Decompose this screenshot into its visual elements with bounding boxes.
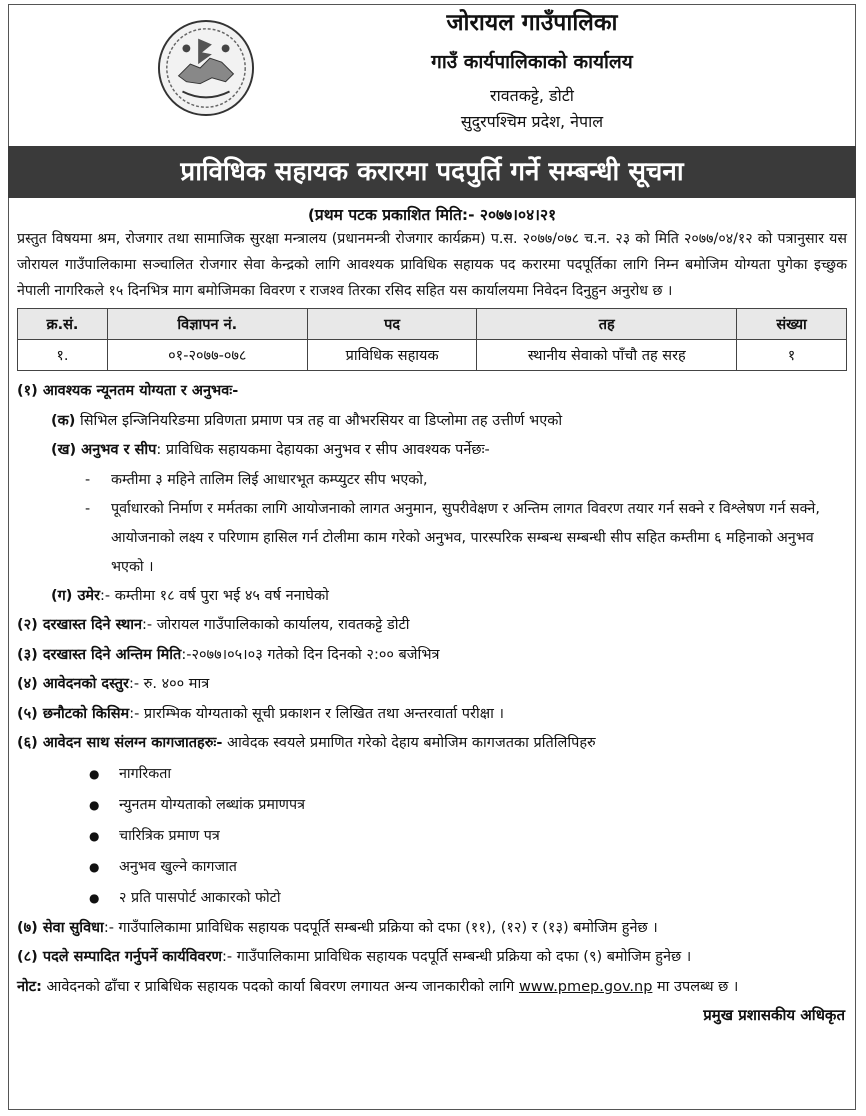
column-header: तह — [477, 309, 737, 340]
section-1-ka — [9, 407, 855, 437]
dash-marker: - — [85, 500, 91, 517]
bullet-marker: ● — [89, 828, 100, 843]
section-text: :-२०७७।०५।०३ गतेको दिन दिनको २:०० बजेभित्र — [181, 646, 440, 663]
signatory-title: प्रमुख प्रशासकीय अधिकृत — [703, 1005, 845, 1024]
section-text: :- जोरायल गाउँपालिकाको कार्यालय, रावतकट्टे डोटी — [142, 617, 410, 633]
list-item-text: कम्तीमा ३ महिने तालिम लिई आधारभूत कम्प्युटर सीप भएको, — [111, 471, 428, 488]
section-label: (ग) उमेर — [51, 587, 101, 604]
note-text: आवेदनको ढाँचा र प्राबिधिक सहायक पदको कार्या बिवरण लगायत अन्य जानकारीको लागि — [41, 978, 519, 995]
bullet-marker: ● — [89, 797, 100, 812]
dash-marker: - — [85, 471, 91, 488]
table-cell: ०१-२०७७-०७८ — [107, 340, 307, 371]
section-4 — [9, 670, 855, 700]
section-text: :- गाउँपालिकामा प्राविधिक सहायक पदपूर्ति सम्बन्धी प्रक्रिया को दफा (११), (१२) र (१३) बमोजिम हुनेछ । — [103, 919, 658, 936]
vacancy-table — [17, 308, 847, 371]
website-link[interactable]: www.pmep.gov.np — [518, 978, 653, 995]
list-item — [9, 821, 855, 852]
bullet-marker: ● — [89, 859, 100, 874]
section-label: (३) दरखास्त दिने अन्तिम मिति — [17, 646, 182, 663]
column-header: पद — [307, 309, 477, 340]
list-item — [9, 790, 855, 821]
letterhead — [9, 5, 855, 146]
section-5 — [9, 700, 855, 730]
section-label: (ख) अनुभव र सीप — [51, 442, 157, 458]
bullet-marker: ● — [89, 890, 100, 905]
section-text: :- प्रारम्भिक योग्यताको सूची प्रकाशन र लिखित तथा अन्तरवार्ता परीक्षा । — [129, 705, 504, 722]
bullet-marker: ● — [89, 766, 100, 781]
section-1-kha — [9, 436, 855, 466]
office-address: रावतकट्टे, डोटी — [490, 86, 574, 105]
list-item — [9, 852, 855, 883]
list-item-text: पूर्वाधारको निर्माण र मर्मतका लागि आयोजनाको लागत अनुमान, सुपरीवेक्षण र अन्तिम लागत विवरण तयार गर्न सक्ने र विश्लेषण गर्न सक्ने, आयोजनाको लक्ष्य र परिणाम हासिल गर्न टोलीमा काम गरेको अनुभव, पारस्परिक सम्बन्ध सम्बन्धी सीप सहित कम्तीमा ६ महिनाको अनुभव भएको । — [111, 500, 820, 575]
list-item-text: न्युनतम योग्यताको लब्धांक प्रमाणपत्र — [119, 796, 306, 813]
section-1-title: (१) आवश्यक न्यूनतम योग्यता र अनुभवः- — [17, 383, 239, 399]
section-2 — [9, 611, 855, 641]
table-cell: प्राविधिक सहायक — [307, 340, 477, 371]
office-name: गाउँ कार्यपालिकाको कार्यालय — [431, 51, 633, 73]
section-label: (६) आवेदन साथ संलग्न कागजातहरुः- — [17, 735, 223, 751]
column-header: विज्ञापन नं. — [107, 309, 307, 340]
table-cell: १ — [737, 340, 847, 371]
note-text-end: मा उपलब्ध छ । — [652, 978, 739, 995]
province-country: सुदुरपश्चिम प्रदेश, नेपाल — [460, 112, 604, 131]
notice-document — [8, 4, 856, 1110]
section-label: (७) सेवा सुविधा — [17, 919, 104, 936]
intro-paragraph: प्रस्तुत विषयमा श्रम, रोजगार तथा सामाजिक सुरक्षा मन्त्रालय (प्रधानमन्त्री रोजगार कार्यक्रम) प.स. २०७७/०७८ च.न. २३ को मिति २०७७/०४/१२ को पत्रानुसार यस जोरायल गाउँपालिकामा सञ्चालित रोजगार सेवा केन्द्रको लागि आवश्यक प्राविधिक सहायक पद करारमा पदपूर्तिका लागि निम्न बमोजिम योग्यता पुगेका इच्छुक नेपाली नागरिकले १५ दिनभित्र माग बमोजिमका विवरण र राजश्व तिरका रसिद सहित यस कार्यालयमा निवेदन दिनुहुन अनुरोध छ । — [17, 231, 847, 299]
table-header-row — [18, 309, 847, 340]
section-label: (२) दरखास्त दिने स्थान — [17, 617, 143, 633]
published-date: (प्रथम पटक प्रकाशित मिति:- २०७७।०४।२१ — [307, 206, 557, 224]
list-item — [9, 495, 855, 582]
list-item-text: २ प्रति पासपोर्ट आकारको फोटो — [119, 889, 281, 906]
organization-name: जोरायल गाउँपालिका — [446, 10, 618, 36]
list-item — [9, 759, 855, 790]
section-text: :- गाउँपालिकामा प्राविधिक सहायक पदपूर्ति सम्बन्धी प्रक्रिया को दफा (९) बमोजिम हुनेछ । — [221, 949, 692, 965]
list-item-text: अनुभव खुल्ने कागजात — [119, 858, 237, 875]
section-label: (४) आवेदनको दस्तुर — [17, 676, 129, 692]
section-1-ga — [9, 582, 855, 612]
section-7 — [9, 914, 855, 944]
section-6 — [9, 729, 855, 759]
section-text: : प्राविधिक सहायकमा देहायका अनुभव र सीप आवश्यक पर्नेछः- — [156, 442, 490, 458]
notice-title: प्राविधिक सहायक करारमा पदपुर्ति गर्ने सम्बन्धी सूचना — [8, 146, 856, 198]
section-text: आवेदक स्वयले प्रमाणित गरेको देहाय बमोजिम कागजतका प्रतिलिपिहरु — [222, 735, 596, 751]
list-item-text: चारित्रिक प्रमाण पत्र — [119, 827, 220, 844]
note — [9, 973, 855, 1002]
list-item-text: नागरिकता — [119, 765, 172, 782]
table-row — [18, 340, 847, 371]
table-cell: १. — [18, 340, 108, 371]
table-cell: स्थानीय सेवाको पाँचौ तह सरह — [477, 340, 737, 371]
section-text: :- रु. ४०० मात्र — [128, 676, 210, 692]
section-8 — [9, 943, 855, 973]
note-label: नोट: — [17, 978, 42, 995]
section-text: :- कम्तीमा १८ वर्ष पुरा भई ४५ वर्ष ननाघेको — [100, 587, 329, 604]
column-header: क्र.सं. — [18, 309, 108, 340]
section-3 — [9, 641, 855, 671]
list-item — [9, 466, 855, 495]
section-label: (क) — [51, 412, 76, 429]
section-label: (५) छनौटको किसिम — [17, 705, 130, 722]
list-item — [9, 883, 855, 914]
section-label: (८) पदले सम्पादित गर्नुपर्ने कार्यविवरण — [17, 949, 222, 965]
column-header: संख्या — [737, 309, 847, 340]
section-text: सिभिल इन्जिनियरिङमा प्रविणता प्रमाण पत्र तह वा औभरसियर वा डिप्लोमा तह उत्तीर्ण भएको — [75, 412, 563, 429]
